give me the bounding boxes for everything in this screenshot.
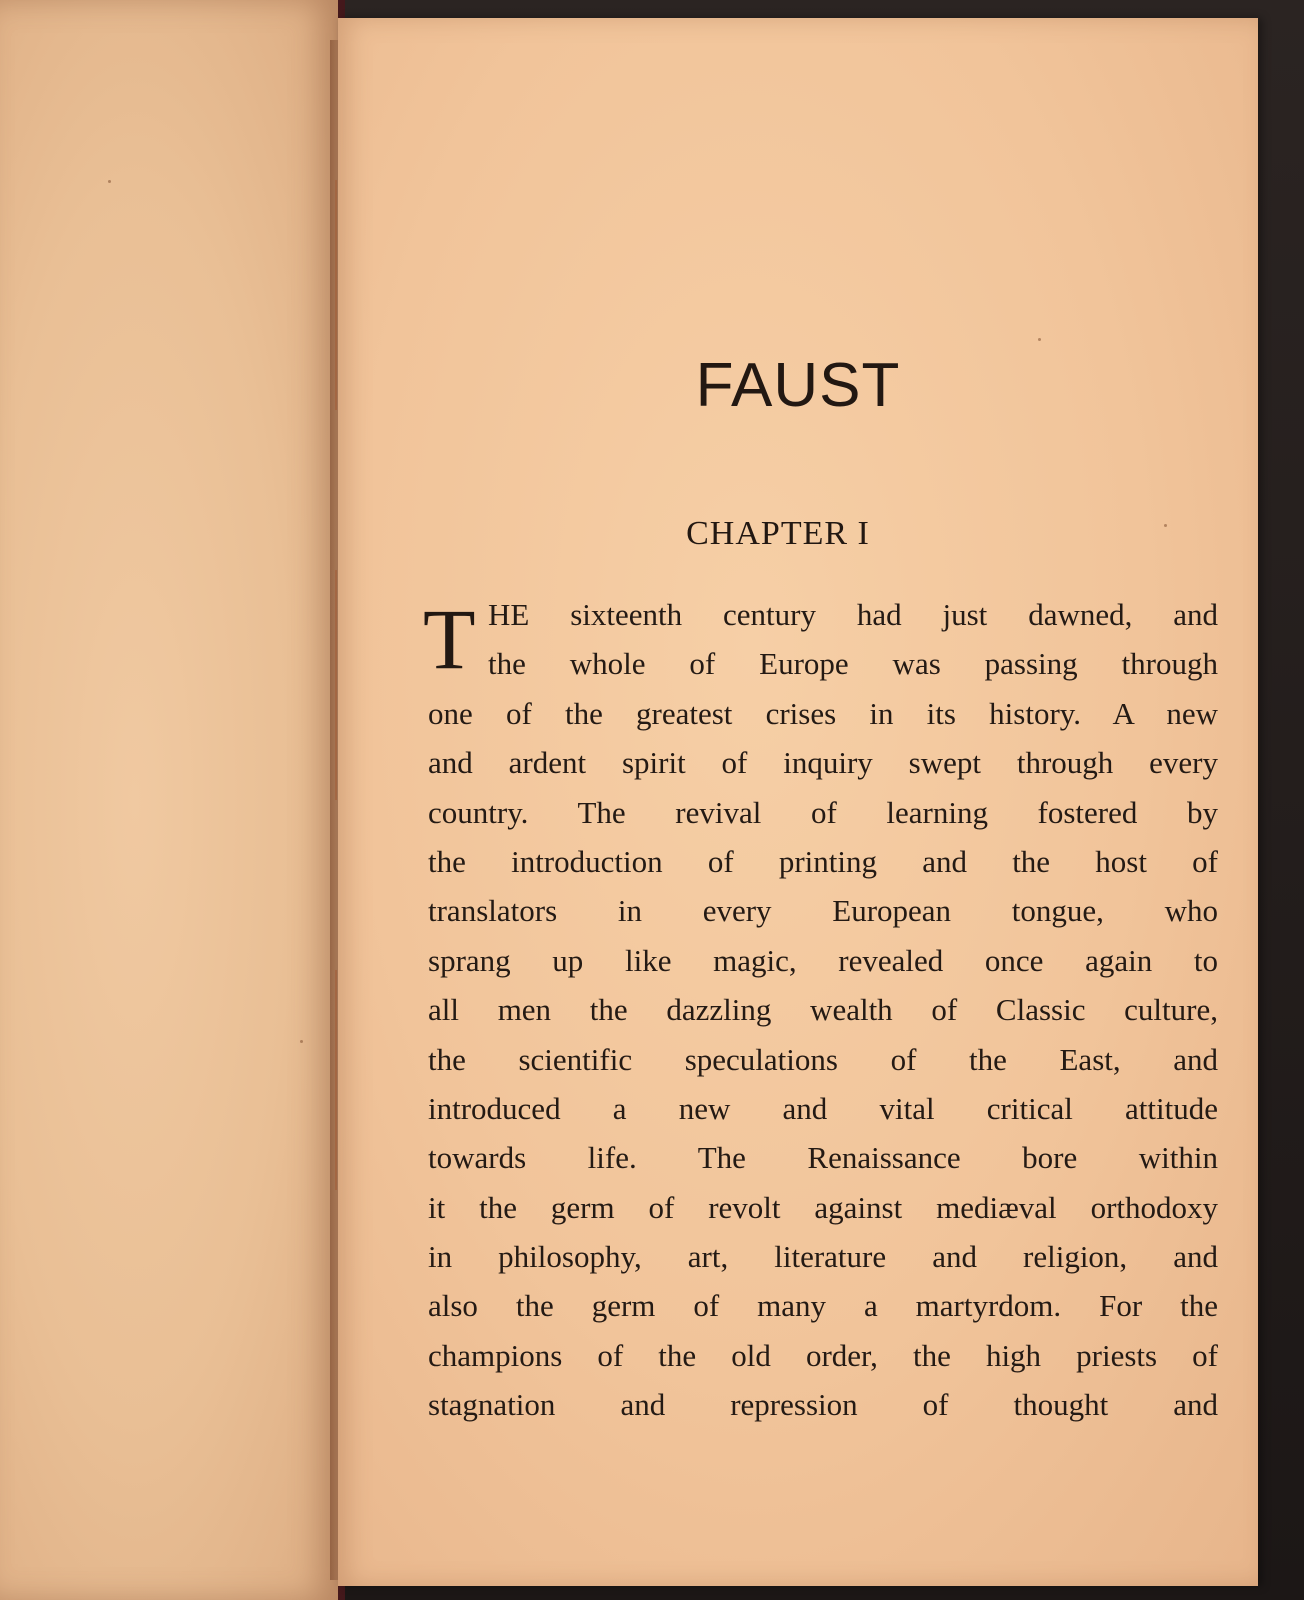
text-line: it the germ of revolt against mediæval orthodoxy bbox=[428, 1189, 1218, 1225]
text-line: towards life. The Renaissance bore within bbox=[428, 1140, 1218, 1176]
chapter-text bbox=[423, 590, 1218, 1430]
text-line: introduced a new and vital critical attitude bbox=[428, 1090, 1218, 1126]
binding-thread bbox=[335, 570, 337, 800]
paper-speck bbox=[1164, 524, 1167, 527]
text-line: country. The revival of learning fostered by bbox=[428, 794, 1218, 830]
binding-thread bbox=[335, 970, 337, 1190]
text-line: the scientific speculations of the East, and bbox=[428, 1041, 1218, 1077]
text-line: all men the dazzling wealth of Classic culture, bbox=[428, 992, 1218, 1028]
text-line: sprang up like magic, revealed once again to bbox=[428, 942, 1218, 978]
binding-thread bbox=[335, 180, 337, 410]
paper-speck bbox=[300, 1040, 303, 1043]
right-text-page bbox=[338, 18, 1258, 1586]
chapter-heading: CHAPTER I bbox=[686, 515, 870, 552]
text-line: the whole of Europe was passing through bbox=[488, 646, 1218, 682]
text-line: the introduction of printing and the host of bbox=[428, 843, 1218, 879]
drop-cap: T bbox=[423, 591, 476, 687]
text-line: also the germ of many a martyrdom. For the bbox=[428, 1288, 1218, 1324]
text-line: stagnation and repression of thought and bbox=[428, 1387, 1218, 1423]
left-blank-page bbox=[0, 0, 338, 1600]
text-line: HE sixteenth century had just dawned, and bbox=[488, 597, 1218, 632]
paper-speck bbox=[1038, 338, 1041, 341]
text-line: and ardent spirit of inquiry swept through every bbox=[428, 745, 1218, 781]
paper-speck bbox=[108, 180, 111, 183]
book-title: FAUST bbox=[695, 351, 901, 420]
text-line: in philosophy, art, literature and religion, and bbox=[428, 1239, 1218, 1275]
text-line: champions of the old order, the high priests of bbox=[428, 1337, 1218, 1373]
text-line: one of the greatest crises in its history. A new bbox=[428, 695, 1218, 731]
text-line: translators in every European tongue, who bbox=[428, 893, 1218, 929]
